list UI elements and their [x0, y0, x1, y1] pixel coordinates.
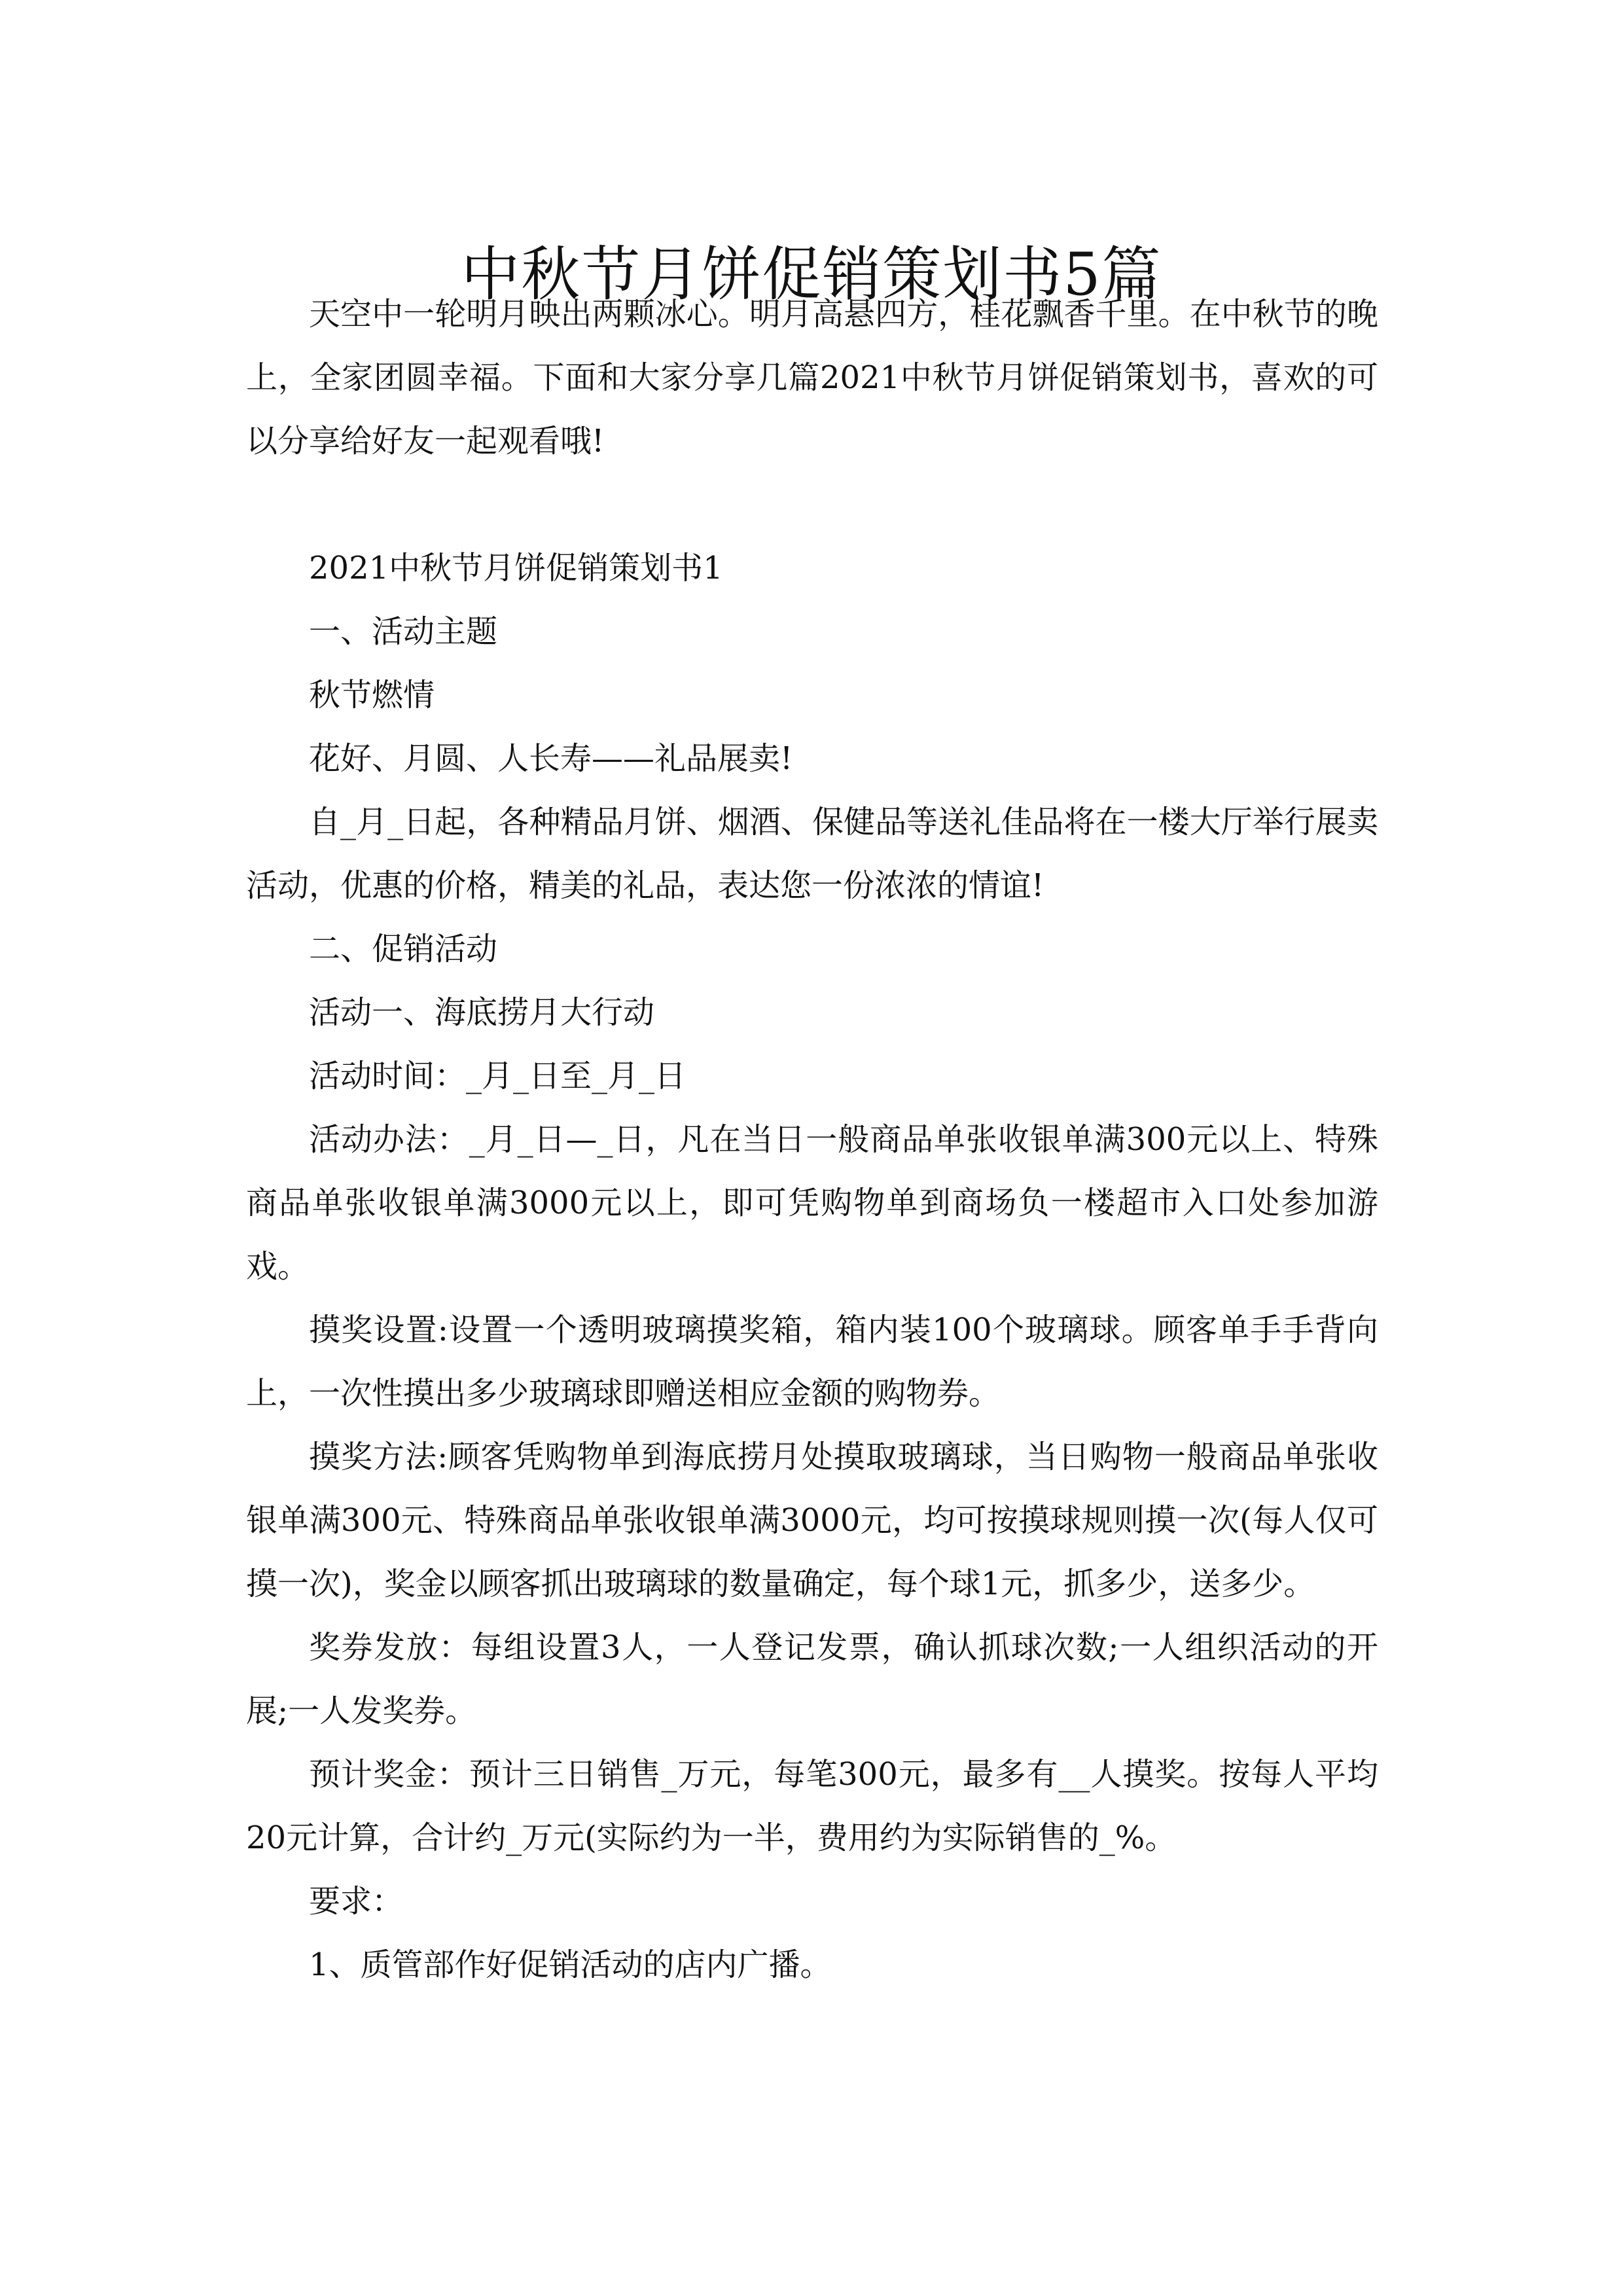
- paragraph: 预计奖金：预计三日销售_万元，每笔300元，最多有__人摸奖。按每人平均20元计算，合计约_万元(实际约为一半，费用约为实际销售的_%。: [246, 1756, 1378, 1856]
- paragraph: 活动办法：_月_日—_日，凡在当日一般商品单张收银单满300元以上、特殊商品单张收银单满3000元以上，即可凭购物单到商场负一楼超市入口处参加游戏。: [246, 1121, 1378, 1285]
- paragraph: 自_月_日起，各种精品月饼、烟酒、保健品等送礼佳品将在一楼大厅举行展卖活动，优惠的价格，精美的礼品，表达您一份浓浓的情谊!: [246, 804, 1378, 904]
- paragraph: 活动一、海底捞月大行动: [309, 994, 655, 1031]
- paragraph: 要求：: [309, 1883, 404, 1920]
- heading-activity-theme: 一、活动主题: [309, 613, 498, 650]
- intro-paragraph: 天空中一轮明月映出两颗冰心。明月高悬四方，桂花飘香千里。在中秋节的晚上，全家团圆幸福。下面和大家分享几篇2021中秋节月饼促销策划书，喜欢的可以分享给好友一起观看哦!: [246, 296, 1378, 459]
- paragraph: 摸奖方法:顾客凭购物单到海底捞月处摸取玻璃球，当日购物一般商品单张收银单满300元、特殊商品单张收银单满3000元，均可按摸球规则摸一次(每人仅可摸一次)，奖金以顾客抓出玻璃球的数量确定，每个球1元，抓多少，送多少。: [246, 1439, 1378, 1602]
- heading-promotion: 二、促销活动: [309, 931, 498, 967]
- paragraph: 摸奖设置:设置一个透明玻璃摸奖箱，箱内装100个玻璃球。顾客单手手背向上，一次性摸出多少玻璃球即赠送相应金额的购物券。: [246, 1312, 1378, 1412]
- blank-line: [246, 473, 1378, 537]
- paragraph: 花好、月圆、人长寿——礼品展卖!: [309, 740, 793, 777]
- paragraph: 奖券发放：每组设置3人，一人登记发票，确认抓球次数;一人组织活动的开展;一人发奖券。: [246, 1629, 1378, 1729]
- paragraph: 活动时间：_月_日至_月_日: [309, 1058, 687, 1094]
- paragraph: 1、质管部作好促销活动的店内广播。: [309, 1946, 832, 1983]
- document-body: [246, 283, 1378, 1997]
- document-title: 中秋节月饼促销策划书5篇: [461, 240, 1162, 310]
- paragraph: 秋节燃情: [309, 677, 435, 713]
- section-heading: 2021中秋节月饼促销策划书1: [309, 550, 723, 586]
